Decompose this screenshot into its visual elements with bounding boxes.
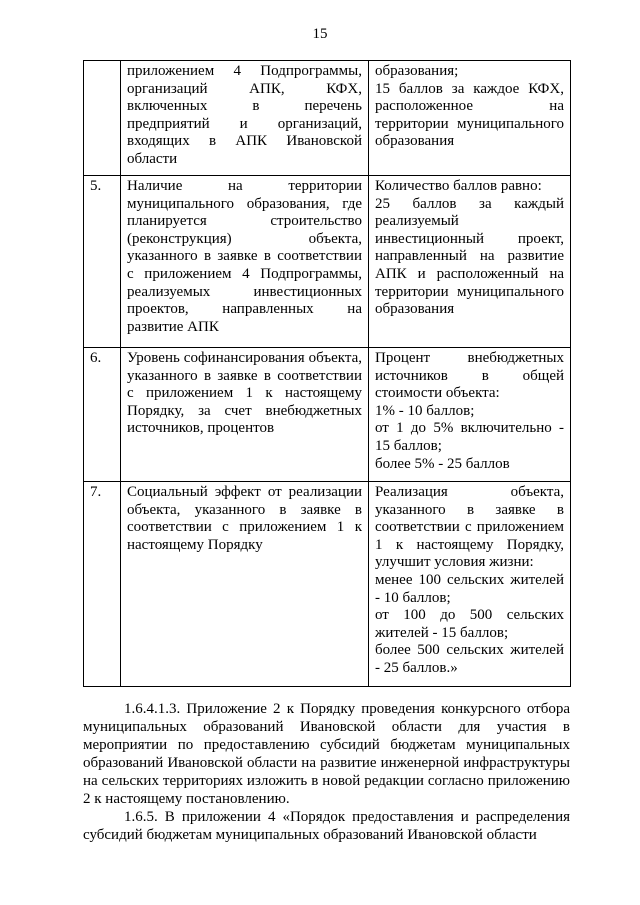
- score-line: более 500 сельских жителей - 25 баллов.»: [375, 642, 564, 676]
- criterion-score: [369, 348, 571, 482]
- paragraph: 1.6.4.1.3. Приложение 2 к Порядку проведения конкурсного отбора муниципальных образований Ивановской области для участия в мероприятии по предоставлению субсидий бюджетам муниципальных образований Ивановской области на развитие инженерной инфраструктуры на сельских территориях изложить в новой редакции согласно приложению 2 к настоящему постановлению.: [83, 701, 570, 807]
- criterion-score: [369, 61, 571, 176]
- page-number: 15: [312, 26, 328, 42]
- score-line: менее 100 сельских жителей - 10 баллов;: [375, 571, 564, 606]
- score-line: Количество баллов равно:: [375, 178, 542, 194]
- score-line: образования;: [375, 63, 459, 79]
- document-body: [83, 700, 570, 844]
- table-row: [84, 176, 571, 348]
- table-row: [84, 482, 571, 687]
- score-line: 25 баллов за каждый реализуемый инвестиционный проект, направленный на развитие АПК и расположенный на территории муниципального образования: [375, 195, 564, 318]
- row-number: [84, 61, 121, 176]
- score-line: Реализация объекта, указанного в заявке в соответствии с приложением 1 к настоящему Порядку, улучшит условия жизни:: [375, 484, 564, 571]
- row-number: 5.: [84, 176, 121, 348]
- criterion-description: Наличие на территории муниципального образования, где планируется строительство (реконструкция) объекта, указанного в заявке в соответствии с приложением 4 Подпрограммы, реализуемых инвестиционных проектов, направленных на развитие АПК: [121, 176, 369, 348]
- criterion-score: [369, 482, 571, 687]
- table-row: [84, 348, 571, 482]
- table-row: [84, 61, 571, 176]
- criterion-score: [369, 176, 571, 348]
- row-number: 6.: [84, 348, 121, 482]
- score-line: более 5% - 25 баллов: [375, 455, 510, 472]
- criterion-description: приложением 4 Подпрограммы, организаций АПК, КФХ, включенных в перечень предприятий и организаций, входящих в АПК Ивановской области: [121, 61, 369, 176]
- row-number: 7.: [84, 482, 121, 687]
- score-line: 1% - 10 баллов;: [375, 402, 475, 419]
- paragraph: 1.6.5. В приложении 4 «Порядок предоставления и распределения субсидий бюджетам муниципальных образований Ивановской области: [83, 809, 570, 843]
- score-line: Процент внебюджетных источников в общей стоимости объекта:: [375, 350, 564, 402]
- score-line: от 100 до 500 сельских жителей - 15 баллов;: [375, 607, 564, 641]
- criterion-description: Уровень софинансирования объекта, указанного в заявке в соответствии с приложением 1 к настоящему Порядку, за счет внебюджетных источников, процентов: [121, 348, 369, 482]
- score-line: 15 баллов за каждое КФХ, расположенное на территории муниципального образования: [375, 80, 564, 150]
- criterion-description: Социальный эффект от реализации объекта, указанного в заявке в соответствии с приложением 1 к настоящему Порядку: [121, 482, 369, 687]
- criteria-table: [83, 60, 571, 687]
- score-line: от 1 до 5% включительно - 15 баллов;: [375, 420, 564, 454]
